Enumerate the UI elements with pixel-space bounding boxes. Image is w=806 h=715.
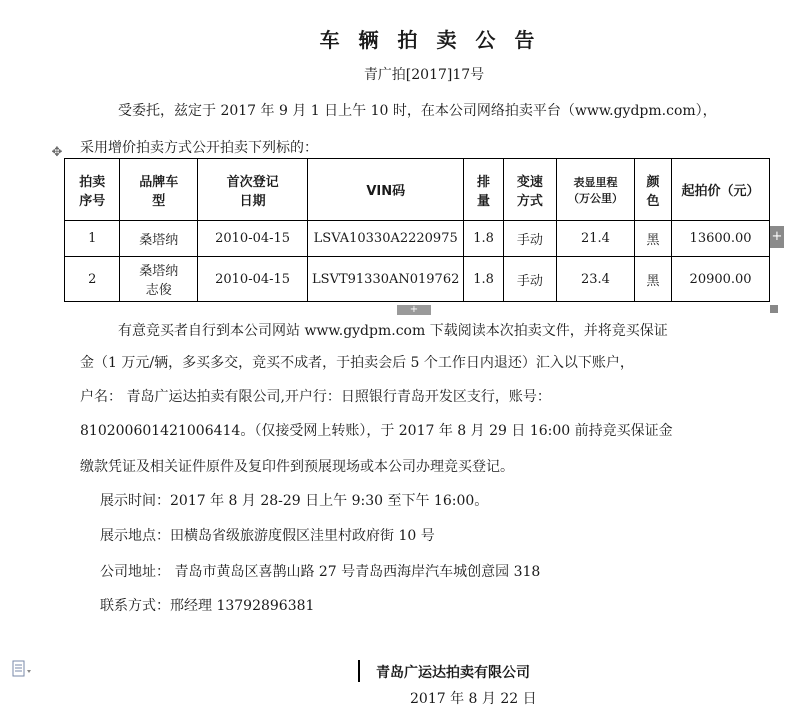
body-line-5: 缴款凭证及相关证件原件及复印件到预展现场或本公司办理竞买登记。: [80, 459, 514, 475]
header-displacement: 排 量: [464, 159, 503, 221]
cell-start-price: 13600.00: [672, 221, 770, 257]
document-title: 车 辆 拍 卖 公 告: [319, 28, 541, 52]
exhibit-time: 展示时间：2017 年 8 月 28-29 日上午 9:30 至下午 16:00。: [100, 493, 489, 509]
contact-info: 联系方式：邢经理 13792896381: [100, 598, 315, 614]
table-resize-handle[interactable]: [770, 305, 778, 313]
body-line-3: 户名： 青岛广运达拍卖有限公司,开户行：日照银行青岛开发区支行，账号：: [80, 389, 551, 405]
body-line-1: 有意竞买者自行到本公司网站 www.gydpm.com 下载阅读本次拍卖文件，并将竞买保证: [118, 323, 668, 339]
exhibit-place: 展示地点：田横岛省级旅游度假区洼里村政府街 10 号: [100, 528, 435, 544]
signature-date: 2017 年 8 月 22 日: [410, 691, 537, 707]
cell-vin: LSVA10330A2220975: [308, 221, 464, 257]
header-registration-date: 首次登记 日期: [198, 159, 308, 221]
cell-color: 黑: [634, 257, 671, 302]
company-address: 公司地址： 青岛市黄岛区喜鹊山路 27 号青岛西海岸汽车城创意园 318: [100, 564, 541, 580]
move-icon[interactable]: ✥: [51, 145, 63, 160]
header-start-price: 起拍价（元）: [672, 159, 770, 221]
body-line-2: 金（1 万元/辆，多买多交，竞买不成者，于拍卖会后 5 个工作日内退还）汇入以下账户，: [80, 355, 634, 371]
add-row-button[interactable]: +: [770, 226, 784, 248]
body-line-4: 810200601421006414。（仅接受网上转账），于 2017 年 8 月 29 日 16:00 前持竞买保证金: [80, 423, 673, 439]
cell-registration-date: 2010-04-15: [198, 257, 308, 302]
header-brand-model: 品牌车 型: [120, 159, 198, 221]
header-mileage: 表显里程 （万公里）: [557, 159, 635, 221]
cell-lot-no: 1: [65, 221, 120, 257]
cell-start-price: 20900.00: [672, 257, 770, 302]
intro-line-2: 采用增价拍卖方式公开拍卖下列标的：: [80, 140, 318, 156]
table-row: [65, 257, 770, 302]
cell-brand-model: 桑塔纳 志俊: [120, 257, 198, 302]
cell-displacement: 1.8: [464, 257, 503, 302]
cell-color: 黑: [634, 221, 671, 257]
cell-vin: LSVT91330AN019762: [308, 257, 464, 302]
cell-brand-model: 桑塔纳: [120, 221, 198, 257]
document-icon[interactable]: [12, 660, 34, 678]
cell-mileage: 23.4: [557, 257, 635, 302]
header-vin: VIN码: [308, 159, 464, 221]
cell-mileage: 21.4: [557, 221, 635, 257]
table-header-row: [65, 159, 770, 221]
cell-lot-no: 2: [65, 257, 120, 302]
cell-registration-date: 2010-04-15: [198, 221, 308, 257]
header-lot-no: 拍卖 序号: [65, 159, 120, 221]
cursor-bar: [358, 660, 360, 682]
header-color: 颜 色: [634, 159, 671, 221]
header-transmission: 变速 方式: [503, 159, 556, 221]
intro-line-1: 受委托，兹定于 2017 年 9 月 1 日上午 10 时，在本公司网络拍卖平台（www.gydpm.com），: [118, 103, 717, 119]
cell-transmission: 手动: [503, 221, 556, 257]
table-row: [65, 221, 770, 257]
document-number: 青广拍[2017]17号: [363, 67, 485, 83]
add-column-button[interactable]: +: [397, 305, 431, 315]
lots-table: [64, 158, 770, 302]
cell-displacement: 1.8: [464, 221, 503, 257]
signature-company: 青岛广运达拍卖有限公司: [376, 665, 530, 681]
cell-transmission: 手动: [503, 257, 556, 302]
